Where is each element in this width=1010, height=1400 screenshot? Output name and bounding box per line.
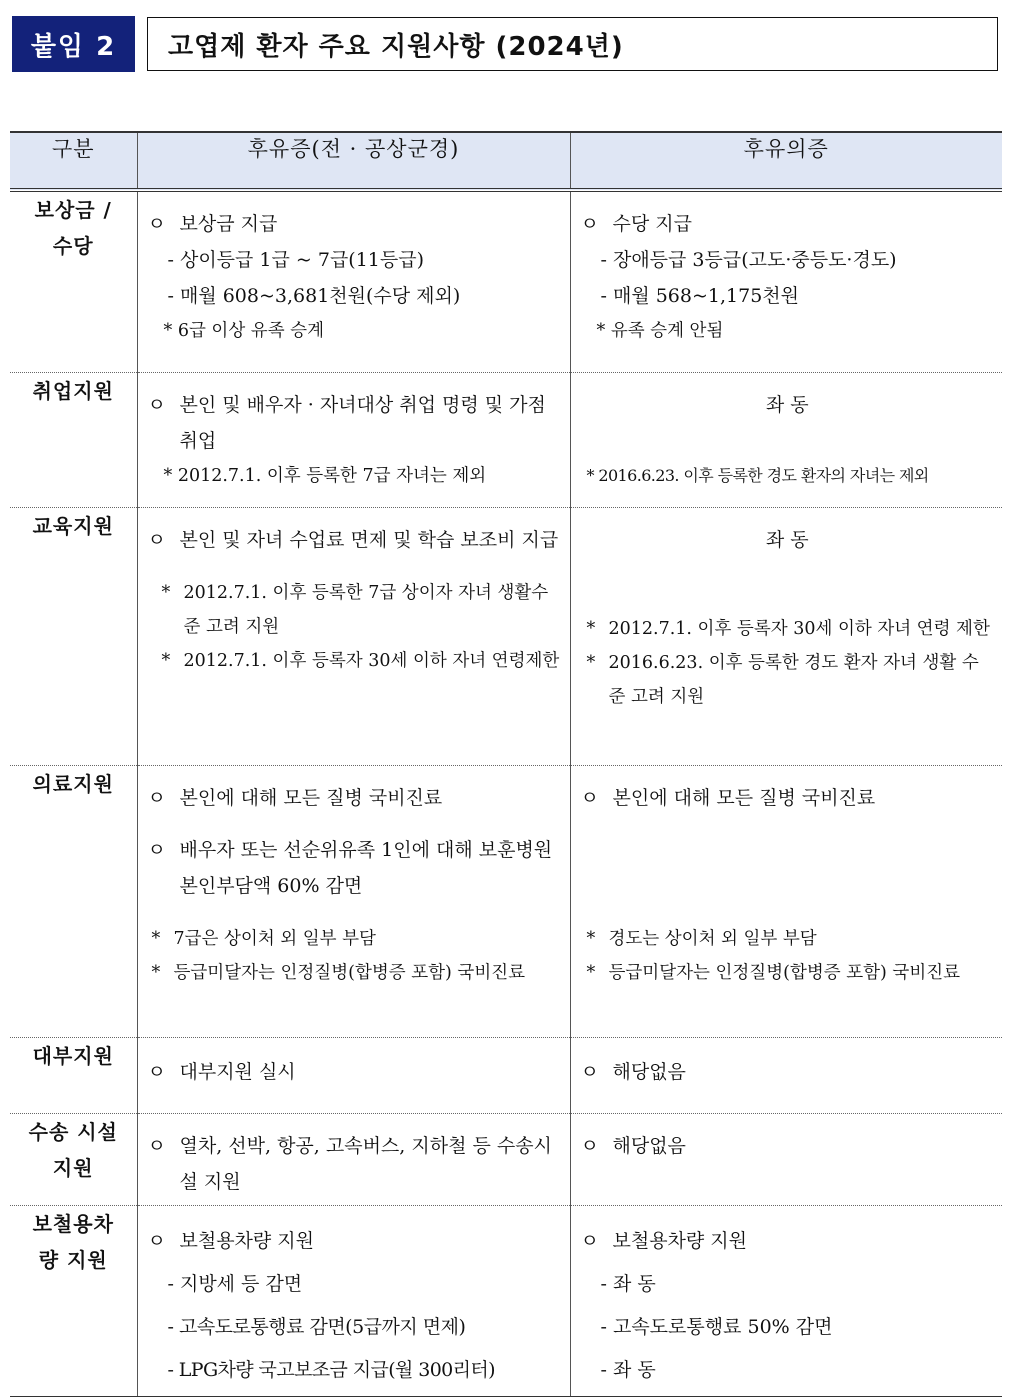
note-item: 등급미달자는 인정질병(합병증 포함) 국비진료: [608, 962, 961, 983]
note-marker: *: [161, 650, 171, 671]
bullet-item: 보철용차량 지원: [612, 1229, 748, 1252]
table-row: [10, 190, 1002, 372]
appendix-badge: 붙임 2: [12, 16, 135, 72]
note-item: 경도는 상이처 외 일부 부담: [608, 928, 817, 949]
note-marker: *: [586, 928, 596, 949]
bullet-item: 열차, 선박, 항공, 고속버스, 지하철 등 수송시설 지원: [179, 1134, 552, 1193]
bullet-item: 본인에 대해 모든 질병 국비진료: [179, 786, 443, 809]
bullet-marker: ㅇ: [147, 528, 166, 551]
note-marker: *: [161, 582, 171, 603]
detail-item: - 고속도로통행료 50% 감면: [600, 1315, 833, 1338]
note-item: * 유족 승계 안됨: [596, 321, 724, 341]
bullet-item: 대부지원 실시: [179, 1060, 296, 1083]
bullet-marker: ㅇ: [580, 1060, 599, 1083]
note-item: * 6급 이상 유족 승계: [163, 321, 324, 341]
support-table: [10, 131, 1002, 1397]
same-as-left: 좌 동: [765, 393, 809, 416]
bullet-item: 배우자 또는 선순위유족 1인에 대해 보훈병원 본인부담액 60% 감면: [179, 838, 553, 897]
bullet-item: 보철용차량 지원: [179, 1229, 315, 1252]
note-item: 2016.6.23. 이후 등록한 경도 환자 자녀 생활 수준 고려 지원: [608, 652, 979, 707]
note-item: * 2016.6.23. 이후 등록한 경도 환자의 자녀는 제외: [586, 465, 929, 485]
bullet-marker: ㅇ: [147, 1134, 166, 1157]
note-item: 7급은 상이처 외 일부 부담: [173, 928, 376, 949]
table-row: [10, 1037, 1002, 1113]
bullet-marker: ㅇ: [580, 786, 599, 809]
table-row: [10, 372, 1002, 507]
table-row: [10, 1113, 1002, 1205]
row-category: 의료지원: [10, 765, 137, 1037]
bullet-marker: ㅇ: [147, 838, 166, 861]
note-item: 2012.7.1. 이후 등록한 7급 상이자 자녀 생활수준 고려 지원: [183, 582, 549, 637]
bullet-item: 본인 및 자녀 수업료 면제 및 학습 보조비 지급: [179, 528, 559, 551]
detail-item: - 고속도로통행료 감면(5급까지 면제): [167, 1315, 466, 1338]
bullet-item: 본인 및 배우자 · 자녀대상 취업 명령 및 가점 취업: [179, 393, 546, 452]
note-item: 2012.7.1. 이후 등록자 30세 이하 자녀 연령제한: [183, 650, 560, 671]
detail-item: - 상이등급 1급 ~ 7급(11등급): [167, 249, 425, 271]
row-category: 수송 시설 지원: [10, 1113, 137, 1205]
bullet-item: 해당없음: [612, 1134, 686, 1157]
bullet-marker: ㅇ: [580, 1229, 599, 1252]
col-header-category: 구분: [10, 132, 137, 190]
note-item: 등급미달자는 인정질병(합병증 포함) 국비진료: [173, 962, 526, 983]
detail-item: - 장애등급 3등급(고도·중등도·경도): [600, 249, 897, 271]
bullet-marker: ㅇ: [580, 1134, 599, 1157]
detail-item: - LPG차량 국고보조금 지급(월 300리터): [167, 1358, 495, 1381]
bullet-marker: ㅇ: [147, 1229, 166, 1252]
detail-item: - 매월 608~3,681천원(수당 제외): [167, 285, 461, 307]
row-category: 교육지원: [10, 507, 137, 765]
row-category: 취업지원: [10, 372, 137, 507]
page-title: 고엽제 환자 주요 지원사항 (2024년): [147, 17, 998, 71]
bullet-marker: ㅇ: [147, 213, 166, 235]
detail-item: - 매월 568~1,175천원: [600, 285, 799, 307]
bullet-marker: ㅇ: [147, 1060, 166, 1083]
bullet-item: 해당없음: [612, 1060, 686, 1083]
bullet-marker: ㅇ: [147, 786, 166, 809]
bullet-marker: ㅇ: [147, 393, 166, 416]
note-marker: *: [586, 962, 596, 983]
col-header-sequelae: 후유증(전 · 공상군경): [137, 132, 570, 190]
detail-item: - 좌 동: [600, 1272, 656, 1295]
detail-item: - 지방세 등 감면: [167, 1272, 303, 1295]
table-row: [10, 765, 1002, 1037]
col-header-suspected-sequelae: 후유의증: [570, 132, 1002, 190]
table-row: [10, 1205, 1002, 1396]
same-as-left: 좌 동: [765, 528, 809, 551]
note-item: 2012.7.1. 이후 등록자 30세 이하 자녀 연령 제한: [608, 618, 990, 639]
bullet-item: 본인에 대해 모든 질병 국비진료: [612, 786, 876, 809]
note-marker: *: [151, 962, 161, 983]
bullet-marker: ㅇ: [580, 213, 599, 235]
note-marker: *: [151, 928, 161, 949]
table-row: [10, 507, 1002, 765]
row-category: 보상금 / 수당: [10, 190, 137, 372]
note-marker: *: [586, 652, 596, 673]
bullet-item: 보상금 지급: [179, 213, 278, 235]
detail-item: - 좌 동: [600, 1358, 656, 1381]
row-category: 대부지원: [10, 1037, 137, 1113]
note-item: * 2012.7.1. 이후 등록한 7급 자녀는 제외: [163, 465, 487, 486]
note-marker: *: [586, 618, 596, 639]
row-category: 보철용차 량 지원: [10, 1205, 137, 1396]
bullet-item: 수당 지급: [612, 213, 692, 235]
